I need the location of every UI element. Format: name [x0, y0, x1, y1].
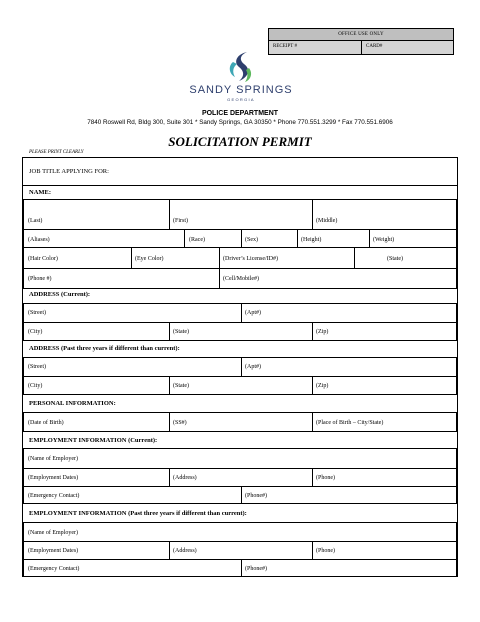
- current-employer-field[interactable]: (Name of Employer): [28, 456, 78, 462]
- sandy-springs-logo-icon: [223, 50, 259, 84]
- employment-past-section: [23, 522, 457, 577]
- past-zip-field[interactable]: (Zip): [316, 383, 329, 389]
- print-note: PLEASE PRINT CLEARLY: [29, 150, 84, 155]
- employment-past-heading: EMPLOYMENT INFORMATION (Past three years if different than current):: [29, 510, 247, 517]
- license-field[interactable]: (Driver’s License/ID#): [223, 256, 279, 262]
- last-name-field[interactable]: (Last): [28, 218, 43, 224]
- cell-field[interactable]: (Cell/Mobile#): [223, 276, 259, 282]
- personal-heading: PERSONAL INFORMATION:: [29, 400, 116, 407]
- ssn-field[interactable]: (SS#): [173, 420, 187, 426]
- past-state-field[interactable]: (State): [173, 383, 189, 389]
- name-section: [23, 199, 457, 289]
- current-street-field[interactable]: (Street): [28, 310, 46, 316]
- past-employer-phone-field[interactable]: (Phone): [316, 548, 335, 554]
- hair-color-field[interactable]: (Hair Color): [28, 256, 58, 262]
- current-apt-field[interactable]: (Apt#): [245, 310, 261, 316]
- current-state-field[interactable]: (State): [173, 329, 189, 335]
- weight-field[interactable]: (Weight): [373, 237, 395, 243]
- office-use-fields: [269, 41, 453, 54]
- past-street-field[interactable]: (Street): [28, 364, 46, 370]
- first-name-field[interactable]: (First): [173, 218, 188, 224]
- current-city-field[interactable]: (City): [28, 329, 43, 335]
- current-employment-dates-field[interactable]: (Employment Dates): [28, 475, 79, 481]
- current-emergency-contact-field[interactable]: (Emergency Contact): [28, 493, 80, 499]
- personal-section: [23, 412, 457, 432]
- address-current-section: [23, 303, 457, 341]
- pob-field[interactable]: (Place of Birth – City/State): [316, 420, 384, 426]
- past-apt-field[interactable]: (Apt#): [245, 364, 261, 370]
- current-emergency-phone-field[interactable]: (Phone#): [245, 493, 267, 499]
- eye-color-field[interactable]: (Eye Color): [135, 256, 164, 262]
- past-emergency-phone-field[interactable]: (Phone#): [245, 566, 267, 572]
- department-address: 7840 Roswell Rd, Bldg 300, Suite 301 * Sandy Springs, GA 30350 * Phone 770.551.3299 * Fax 770.551.6906: [87, 119, 393, 126]
- office-use-heading: OFFICE USE ONLY: [269, 29, 453, 41]
- past-employer-field[interactable]: (Name of Employer): [28, 530, 78, 536]
- permit-form: [22, 157, 458, 577]
- current-employer-address-field[interactable]: (Address): [173, 475, 197, 481]
- sex-field[interactable]: (Sex): [245, 237, 258, 243]
- job-title-field[interactable]: JOB TITLE APPLYING FOR:: [29, 168, 109, 175]
- divider: [23, 185, 457, 186]
- receipt-label: RECEIPT #: [273, 44, 297, 49]
- card-label: CARD#: [366, 44, 383, 49]
- department-name: POLICE DEPARTMENT: [201, 110, 279, 117]
- page-title: SOLICITATION PERMIT: [168, 134, 312, 149]
- past-employment-dates-field[interactable]: (Employment Dates): [28, 548, 79, 554]
- name-heading: NAME:: [29, 189, 52, 196]
- past-emergency-contact-field[interactable]: (Emergency Contact): [28, 566, 80, 572]
- employment-current-section: [23, 448, 457, 504]
- license-state-field[interactable]: (State): [387, 256, 403, 262]
- phone-field[interactable]: (Phone #): [28, 276, 52, 282]
- race-field[interactable]: (Race): [189, 237, 205, 243]
- past-employer-address-field[interactable]: (Address): [173, 548, 197, 554]
- address-past-heading: ADDRESS (Past three years if different than current):: [29, 345, 180, 352]
- past-city-field[interactable]: (City): [28, 383, 43, 389]
- logo-sub-text: GEORGIA: [227, 97, 255, 102]
- address-past-section: [23, 357, 457, 395]
- employment-current-heading: EMPLOYMENT INFORMATION (Current):: [29, 437, 158, 444]
- logo-brand-text: SANDY SPRINGS: [189, 84, 293, 96]
- aliases-field[interactable]: (Aliases): [28, 237, 50, 243]
- current-employer-phone-field[interactable]: (Phone): [316, 475, 335, 481]
- middle-name-field[interactable]: (Middle): [316, 218, 338, 224]
- height-field[interactable]: (Height): [301, 237, 322, 243]
- office-divider: [361, 41, 362, 54]
- office-use-box: [268, 28, 454, 55]
- current-zip-field[interactable]: (Zip): [316, 329, 329, 335]
- address-current-heading: ADDRESS (Current):: [29, 291, 91, 298]
- dob-field[interactable]: (Date of Birth): [28, 420, 64, 426]
